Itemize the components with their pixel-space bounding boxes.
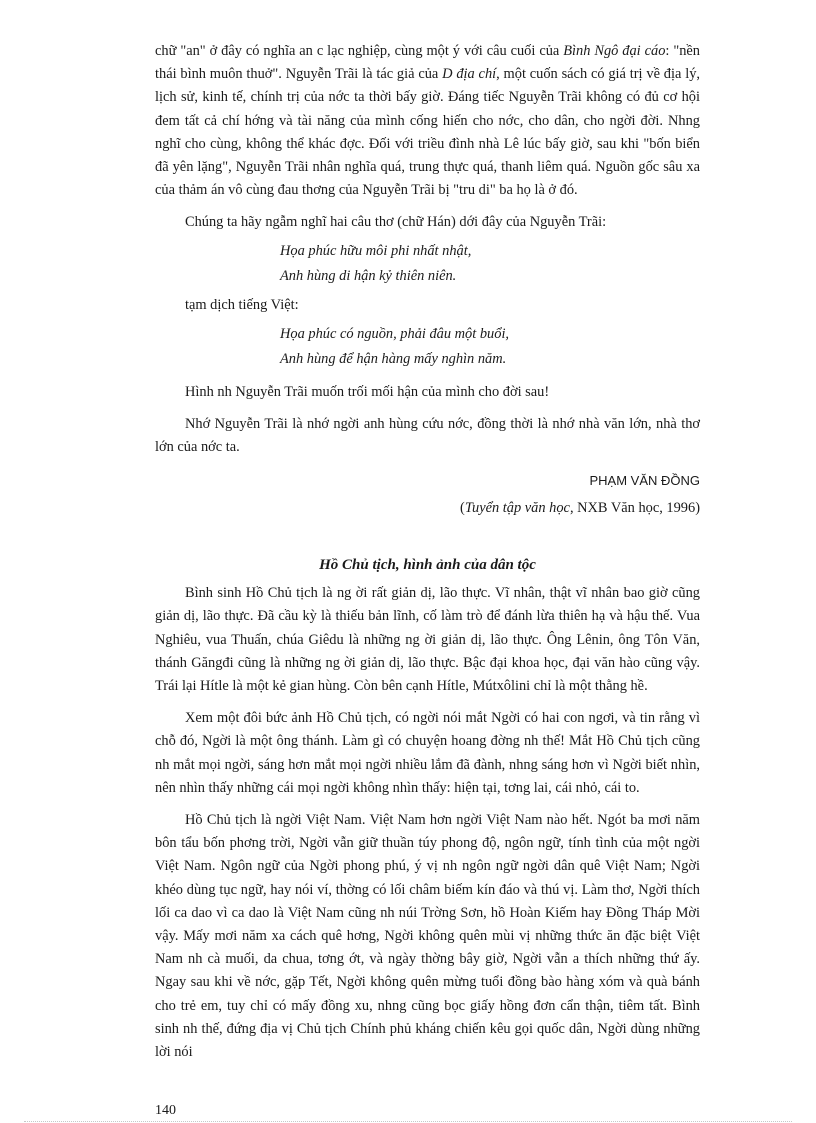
- text-run: , một cuốn sách có giá trị về địa lý, lịch sử, kinh tế, chính trị của nớc ta thời bấy giờ. Đáng tiếc Nguyễn Trãi không có đủ cơ hội đem tất cả chí hớng và tài năng của mình cống hiến cho nớc, cho dân, cho ngời đời. Nhng nghĩ cho cùng, không thể khác đợc. Đối với triều đình nhà Lê lúc bấy giờ, sau khi "bốn biển đã yên lặng", Nguyễn Trãi nhân nghĩa quá, trung thực quá, thanh liêm quá. Nguồn gốc sâu xa của thảm án vô cùng đau thơng của Nguyễn Trãi bị "tru di" ba họ là ở đó.: [155, 66, 700, 199]
- paragraph-nho-nguyen-trai: Nhớ Nguyễn Trãi là nhớ ngời anh hùng cứu nớc, đồng thời là nhớ nhà văn lớn, nhà thơ lớn của nớc ta.: [155, 415, 700, 456]
- poem-line: Anh hùng để hận hàng mấy nghìn năm.: [280, 350, 507, 367]
- translation-label: tạm dịch tiếng Việt:: [185, 296, 299, 313]
- book-title-italic: Bình Ngô đại cáo: [563, 43, 666, 59]
- poem-line: Họa phúc có nguồn, phải đâu một buổi,: [280, 325, 510, 342]
- author-signature: PHẠM VĂN ĐỒNG: [589, 473, 700, 489]
- poem-han-block: [155, 239, 700, 289]
- poem-line: Anh hùng di hận kỷ thiên niên.: [280, 267, 457, 284]
- poem-intro: Chúng ta hãy ngẫm nghĩ hai câu thơ (chữ Hán) dới đây của Nguyễn Trãi:: [185, 214, 607, 231]
- page-number: 140: [155, 1103, 176, 1118]
- book-title-italic: D địa chí: [442, 66, 497, 83]
- continuation-paragraph: [155, 40, 700, 202]
- text-run: (: [460, 500, 465, 517]
- source-book-title: Tuyển tập văn học: [464, 500, 570, 517]
- bottom-dotted-rule: [24, 1121, 792, 1122]
- poem-line: Họa phúc hữu môi phi nhất nhật,: [280, 242, 472, 259]
- paragraph-hinh-nhu: Hình nh Nguyễn Trãi muốn trối mối hận của mình cho đời sau!: [185, 383, 550, 400]
- section-paragraph: Hồ Chủ tịch là ngời Việt Nam. Việt Nam hơn ngời Việt Nam nào hết. Ngót ba mơi năm bôn tẩu bốn phơng trời, Ngời vẫn giữ thuần túy phong độ, ngôn ngữ, tính tình của một ngời Việt Nam. Ngôn ngữ của Ngời phong phú, ý vị nh ngôn ngữ ngời dân quê Việt Nam; Ngời khéo dùng tục ngữ, hay nói ví, thờng có lối châm biếm kín đáo và thú vị. Làm thơ, Ngời thích lối ca dao vì ca dao là Việt Nam cũng nh núi Trờng Sơn, hồ Hoàn Kiếm hay Đồng Tháp Mời vậy. Mấy mơi năm xa cách quê hơng, Ngời không quên mùi vị những thức ăn đặc biệt Việt Nam nh cà muối, da chua, tơng ớt, và ngày thờng bây giờ, Ngời vẫn a thích những thứ ấy. Ngay sau khi về nớc, gặp Tết, Ngời không quên mừng tuổi đồng bào hàng xóm và quà bánh cho trẻ em, tuy chỉ có mấy đồng xu, nhng cũng bọc giấy hồng đơn cẩn thận, tiêm tất. Bình sinh nh thế, đứng địa vị Chủ tịch Chính phủ kháng chiến kêu gọi quốc dân, Ngời dùng những lời nói: [155, 812, 700, 1061]
- poem-viet-block: [155, 322, 700, 372]
- text-run: : "nền thái bình muôn thuở". Nguyễn Trãi là tác giả của: [155, 43, 700, 83]
- section-paragraph: Bình sinh Hồ Chủ tịch là ng ời rất giản dị, lão thực. Vĩ nhân, thật vĩ nhân bao giờ cũng giản dị, lão thực. Đã cầu kỳ là thiếu bản lĩnh, cố làm trò để đánh lừa thiên hạ và hậu thế. Vua Nghiêu, vua Thuấn, chúa Giêdu là những ng ời giản dị, lão thực. Ông Lênin, ông Tôn Văn, thánh Găngđi cũng là những ng ời giản dị, lão thực. Bậc đại khoa học, đại văn hào cũng vậy. Trái lại Hítle là một kẻ gian hùng. Còn bên cạnh Hítle, Mútxôlini chỉ là một thằng hề.: [155, 585, 700, 695]
- section-paragraph: Xem một đôi bức ảnh Hồ Chủ tịch, có ngời nói mắt Ngời có hai con ngơi, và tin rằng vì chỗ đó, Ngời là một ông thánh. Làm gì có chuyện hoang đờng nh thế! Mắt Hồ Chủ tịch cũng nh mắt mọi ngời, sáng hơn mắt mọi ngời nhiều lắm đã đành, nhng sáng hơn vì Ngời biết nhìn, nên nhìn thấy những cái mọi ngời không nhìn thấy: hiện tại, tơng lai, cái nhỏ, cái to.: [155, 710, 700, 796]
- text-column: [155, 40, 700, 1064]
- text-run: chữ "an" ở đây có nghĩa an c lạc nghiệp, cùng một ý với câu cuối của: [155, 43, 564, 59]
- source-citation: [155, 497, 700, 519]
- text-run: , NXB Văn học, 1996): [569, 500, 700, 517]
- section-title: Hồ Chủ tịch, hình ảnh của dân tộc: [319, 557, 536, 574]
